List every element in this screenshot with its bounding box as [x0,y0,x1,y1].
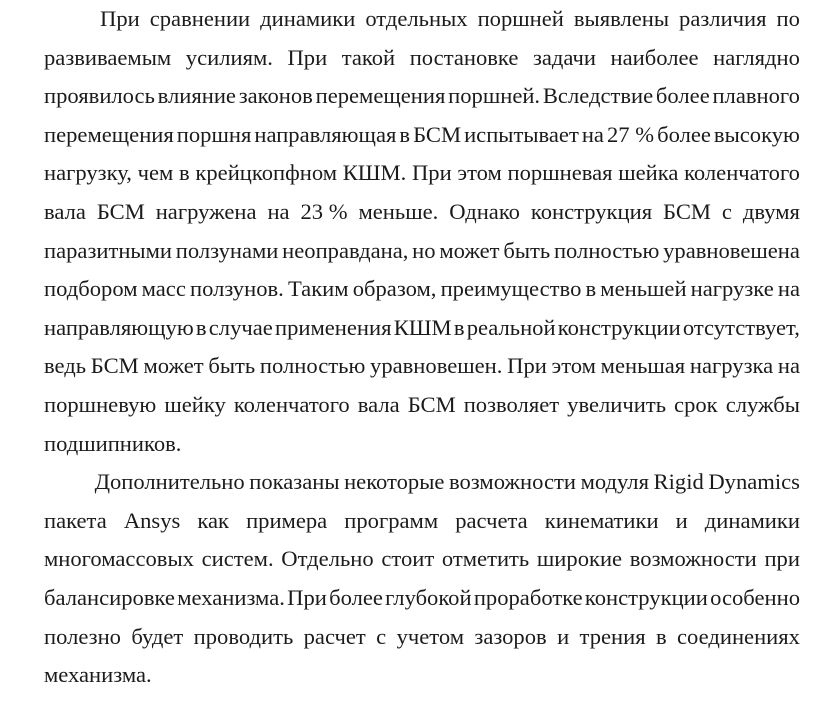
word: проработке [473,584,583,610]
word: БСМ [663,198,711,224]
word: механизма. [177,584,285,610]
word: неоправдана, [282,237,409,263]
word: может [439,237,500,263]
word: испытывает [464,121,579,147]
word: паразитными [44,237,172,263]
text-line [44,45,800,84]
word: проводить [193,623,294,649]
word: При [507,353,547,379]
text-line [44,662,800,701]
text-line [44,508,800,547]
word: Dynamics [708,469,800,495]
word: преимущество [440,276,582,302]
word: как [197,507,230,533]
word: быть [208,353,256,379]
text-line [44,585,800,624]
word: ползунами [175,237,279,263]
word: на [267,198,290,224]
word: быть [503,237,551,263]
word: многомассовых [44,546,194,572]
word: усилиям. [185,44,273,70]
word: модуля [580,469,649,495]
text-line [44,160,800,199]
word: поршневую [44,391,157,417]
word: стоит [381,546,435,572]
text-line [44,353,800,392]
word: перемещения [44,121,174,147]
text-line [44,199,800,238]
word: перемещения [315,83,446,109]
word: постановке [409,44,519,70]
word: отдельных [365,6,468,31]
word: некоторые [344,469,445,495]
word: при [764,546,800,572]
word: БСМ [413,121,462,147]
word: При [287,44,328,70]
word: этом [457,160,502,186]
word: механизма. [44,662,152,688]
word: более [657,121,711,147]
word: случае [208,314,273,340]
word: уравновешена [663,237,800,263]
text-line [44,315,800,354]
word: и [557,623,570,649]
word: 27 % [606,121,655,147]
word: наиболее [610,44,699,70]
word: наглядно [713,44,800,70]
word: различия [679,6,767,31]
word: законов [238,83,313,109]
word: применения [275,314,392,340]
word: на [777,353,800,379]
word: нагрузка [689,353,774,379]
word: двумя [742,198,800,224]
word: отметить [441,546,530,572]
word: увеличить [567,391,667,417]
word: полностью [553,237,660,263]
word: вала [357,391,400,417]
word: систем. [201,546,274,572]
word: поршневая [507,160,613,186]
word: возможности [448,469,576,495]
word: на [581,121,604,147]
word: вала [44,198,86,224]
word: БСМ [407,391,456,417]
word: подбором [44,276,138,302]
word: Таким [287,276,349,302]
word: меньшей [600,276,687,302]
word: направляющую [44,314,194,340]
word: особенно [710,584,800,610]
word: коленчатого [233,391,350,417]
word: пакета [44,507,107,533]
document-body [44,6,800,701]
word: широкие [536,546,623,572]
word: поршней [477,6,564,31]
word: но [412,237,436,263]
word: полезно [44,623,121,649]
word: ведь [44,353,87,379]
word: может [143,353,204,379]
word: срок [674,391,718,417]
text-line [44,392,800,431]
word: плавного [712,83,800,109]
word: нагружена [155,198,257,224]
word: При [100,6,140,31]
word: Дополнительно [94,469,245,495]
word: в [453,314,465,340]
word: Однако [449,198,520,224]
text-line [44,546,800,585]
word: такой [341,44,396,70]
word: коленчатого [684,160,800,186]
text-line [44,276,800,315]
word: возможности [629,546,757,572]
word: балансировке [44,584,175,610]
text-line [44,238,800,277]
word: сравнении [149,6,251,31]
word: примера [246,507,328,533]
word: ползунов. [189,276,284,302]
word: конструкция [530,198,653,224]
word: кинематики [544,507,659,533]
word: более [655,83,710,109]
word: в [195,314,207,340]
word: выявлены [573,6,670,31]
word: конструкции [557,314,681,340]
text-line [44,122,800,161]
text-line [44,6,800,45]
word: Rigid [653,469,704,495]
text-line [44,469,800,508]
word: Отдельно [281,546,374,572]
word: поршней. [448,83,541,109]
word: с [721,198,732,224]
word: будет [131,623,184,649]
word: БСМ [90,353,139,379]
word: этом [551,353,596,379]
word: Вследствие [542,83,654,109]
word: развиваемым [44,44,172,70]
word: динамики [704,507,800,533]
word: динамики [260,6,356,31]
word: БСМ [96,198,145,224]
word: При [287,584,327,610]
word: глубокой [385,584,472,610]
word: в [179,160,190,186]
word: подшипников. [44,430,182,456]
word: расчета [455,507,528,533]
word: поршня [176,121,252,147]
word: трения [579,623,646,649]
word: более [329,584,383,610]
word: нагрузку, [44,160,132,186]
word: в [399,121,411,147]
word: в [585,276,597,302]
word: КШМ. [342,160,407,186]
word: шейка [618,160,679,186]
text-line [44,431,800,470]
word: в [655,623,667,649]
word: чем [137,160,174,186]
word: соединениях [677,623,800,649]
text-line [44,83,800,122]
word: и [675,507,688,533]
word: масс [141,276,186,302]
word: проявилось [44,83,155,109]
word: При [411,160,452,186]
paragraph [44,6,800,469]
word: высокую [713,121,800,147]
word: отсутствует, [682,314,800,340]
word: образом, [352,276,437,302]
word: программ [344,507,439,533]
word: 23 % [300,198,348,224]
word: службы [725,391,800,417]
word: учетом [396,623,465,649]
word: уравновешен. [370,353,503,379]
word: КШМ [393,314,452,340]
word: меньшая [600,353,686,379]
word: по [776,6,800,31]
word: нагрузке [690,276,774,302]
word: Ansys [123,507,181,533]
word: расчет [303,623,366,649]
word: с [376,623,387,649]
word: задачи [532,44,596,70]
word: конструкции [584,584,708,610]
paragraph [44,469,800,701]
word: зазоров [474,623,547,649]
word: на [777,276,800,302]
word: показаны [249,469,340,495]
word: реальной [466,314,556,340]
word: меньше. [358,198,439,224]
text-line [44,624,800,663]
word: шейку [164,391,226,417]
word: направляющая [254,121,397,147]
word: крейцкопфном [195,160,337,186]
word: полностью [259,353,366,379]
word: влияние [157,83,236,109]
word: позволяет [463,391,560,417]
